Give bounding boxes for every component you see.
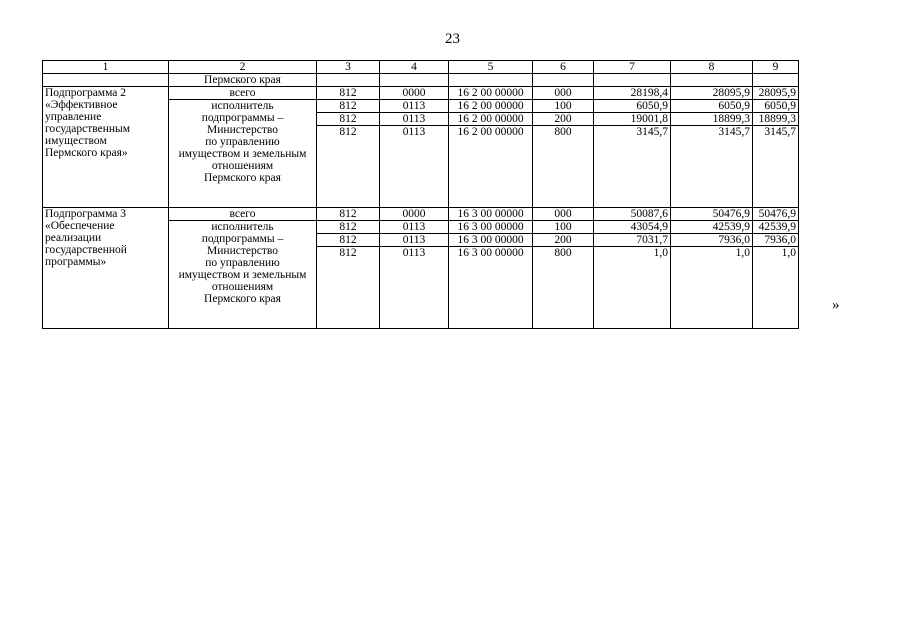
- cell: 3145,7: [753, 126, 799, 208]
- cell: [753, 74, 799, 87]
- cell: 16 2 00 00000: [449, 113, 533, 126]
- header-cell: 3: [317, 61, 380, 74]
- cell: [449, 74, 533, 87]
- cell: 3145,7: [671, 126, 753, 208]
- cell: 0113: [380, 234, 449, 247]
- table-row: [43, 208, 799, 221]
- cell: [671, 74, 753, 87]
- executor-cell: Пермского края: [169, 74, 317, 87]
- cell: 3145,7: [594, 126, 671, 208]
- cell: 19001,8: [594, 113, 671, 126]
- cell: 812: [317, 208, 380, 221]
- cell: 16 3 00 00000: [449, 221, 533, 234]
- cell: 812: [317, 126, 380, 208]
- header-cell: 4: [380, 61, 449, 74]
- cell: 1,0: [594, 247, 671, 329]
- subprogram-name: Подпрограмма 2 «Эффективное управление государственным имуществом Пермского края»: [43, 87, 169, 208]
- cell: 6050,9: [753, 100, 799, 113]
- cell: 28095,9: [753, 87, 799, 100]
- cell: [380, 74, 449, 87]
- total-label: всего: [169, 87, 317, 100]
- cell: [533, 74, 594, 87]
- cell: 100: [533, 100, 594, 113]
- table-row: [43, 87, 799, 100]
- cell: 812: [317, 247, 380, 329]
- cell: 43054,9: [594, 221, 671, 234]
- executor-cell: исполнитель подпрограммы – Министерство по управлению имуществом и земельным отношениям Пермского края: [169, 221, 317, 329]
- cell: 6050,9: [671, 100, 753, 113]
- cell: [43, 74, 169, 87]
- cell: [317, 74, 380, 87]
- header-cell: 7: [594, 61, 671, 74]
- cell: 812: [317, 87, 380, 100]
- cell: 812: [317, 221, 380, 234]
- cell: 800: [533, 126, 594, 208]
- cell: 7031,7: [594, 234, 671, 247]
- cell: 200: [533, 113, 594, 126]
- header-cell: 1: [43, 61, 169, 74]
- cell: 16 2 00 00000: [449, 126, 533, 208]
- cell: 18899,3: [671, 113, 753, 126]
- total-label: всего: [169, 208, 317, 221]
- cell: 50087,6: [594, 208, 671, 221]
- cell: 000: [533, 208, 594, 221]
- cell: 6050,9: [594, 100, 671, 113]
- cell: 16 2 00 00000: [449, 100, 533, 113]
- cell: 0113: [380, 221, 449, 234]
- continued-row: [43, 74, 799, 87]
- cell: 1,0: [671, 247, 753, 329]
- cell: [594, 74, 671, 87]
- cell: 1,0: [753, 247, 799, 329]
- header-cell: 6: [533, 61, 594, 74]
- cell: 0000: [380, 87, 449, 100]
- cell: 18899,3: [753, 113, 799, 126]
- cell: 0113: [380, 113, 449, 126]
- cell: 28198,4: [594, 87, 671, 100]
- cell: 0113: [380, 247, 449, 329]
- cell: 7936,0: [753, 234, 799, 247]
- header-cell: 8: [671, 61, 753, 74]
- header-cell: 5: [449, 61, 533, 74]
- cell: 812: [317, 234, 380, 247]
- cell: 100: [533, 221, 594, 234]
- cell: 16 3 00 00000: [449, 247, 533, 329]
- subprogram-name: Подпрограмма 3 «Обеспечение реализации государственной программы»: [43, 208, 169, 329]
- cell: 812: [317, 113, 380, 126]
- cell: 42539,9: [753, 221, 799, 234]
- header-cell: 2: [169, 61, 317, 74]
- executor-cell: исполнитель подпрограммы – Министерство по управлению имуществом и земельным отношениям Пермского края: [169, 100, 317, 208]
- cell: 800: [533, 247, 594, 329]
- cell: 28095,9: [671, 87, 753, 100]
- cell: 812: [317, 100, 380, 113]
- cell: 0113: [380, 126, 449, 208]
- cell: 42539,9: [671, 221, 753, 234]
- cell: 0000: [380, 208, 449, 221]
- budget-table: [42, 60, 799, 329]
- cell: 000: [533, 87, 594, 100]
- cell: 0113: [380, 100, 449, 113]
- cell: 50476,9: [753, 208, 799, 221]
- cell: 16 3 00 00000: [449, 234, 533, 247]
- cell: 200: [533, 234, 594, 247]
- cell: 16 3 00 00000: [449, 208, 533, 221]
- cell: 7936,0: [671, 234, 753, 247]
- page-number: 23: [445, 31, 460, 47]
- cell: 16 2 00 00000: [449, 87, 533, 100]
- cell: 50476,9: [671, 208, 753, 221]
- header-row: [43, 61, 799, 74]
- closing-quote: »: [832, 297, 840, 313]
- header-cell: 9: [753, 61, 799, 74]
